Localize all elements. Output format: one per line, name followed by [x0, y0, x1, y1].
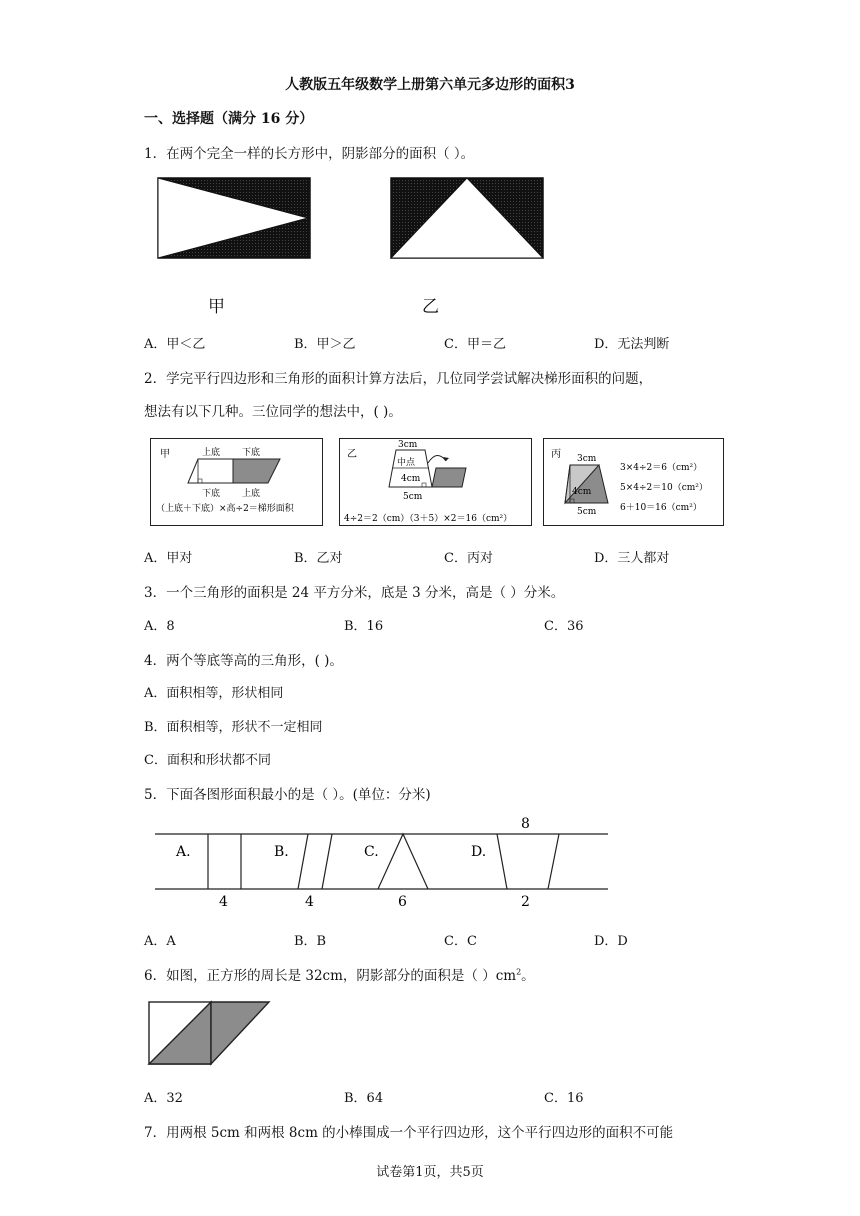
question-7: 7．用两根 5cm 和两根 8cm 的小棒围成一个平行四边形，这个平行四边形的面积不可能: [144, 1125, 674, 1141]
q6-option-b[interactable]: B．64: [344, 1091, 384, 1106]
panel-yi-name: 乙: [347, 449, 357, 460]
q6-option-c[interactable]: C．16: [544, 1091, 584, 1106]
question-4: 4．两个等底等高的三角形，( )。: [144, 653, 343, 669]
panel-yi: [340, 439, 532, 526]
panel-jia-bottom-base: 下底: [242, 448, 261, 458]
question-6-sup: 2: [516, 967, 522, 977]
shape-b: [298, 834, 332, 889]
panel-bing-calc2: 5×4÷2＝10（cm²）: [620, 483, 708, 493]
panel-yi-formula: 4÷2＝2（cm）（3＋5）×2＝16（cm²）: [344, 514, 513, 524]
question-3: 3．一个三角形的面积是 24 平方分米，底是 3 分米，高是（ ）分米。: [144, 585, 565, 601]
q1-option-d[interactable]: D．无法判断: [594, 337, 670, 352]
panel-bing-name: 丙: [551, 449, 561, 460]
section-heading: 一、选择题（满分 16 分）: [144, 111, 314, 127]
panel-jia-name: 甲: [160, 449, 170, 460]
q4-option-a[interactable]: A．面积相等，形状相同: [144, 686, 284, 701]
panel-yi-bottom: 5cm: [403, 492, 423, 502]
panel-bing-height: 4cm: [572, 487, 592, 497]
q6-figure: [147, 1000, 273, 1066]
panel-bing-top: 3cm: [577, 454, 597, 464]
rectangle-jia: [158, 178, 310, 258]
label-jia: 甲: [208, 297, 225, 317]
q2-figures: [150, 437, 726, 529]
panel-jia-top-base: 上底: [202, 448, 221, 458]
page-footer: 试卷第1页，共5页: [376, 1165, 484, 1180]
question-5: 5．下面各图形面积最小的是（ ）。(单位：分米): [144, 787, 431, 803]
shape-d: [497, 834, 559, 889]
q1-figures: [155, 176, 550, 262]
q3-option-c[interactable]: C．36: [544, 619, 584, 634]
shape-d-dim: 2: [521, 894, 530, 910]
panel-bing: [544, 439, 724, 526]
shape-c-label: C.: [364, 844, 379, 860]
shape-c-dim: 6: [398, 894, 407, 910]
q3-option-a[interactable]: A．8: [144, 619, 175, 634]
question-2-line2: 想法有以下几种。三位同学的想法中，( )。: [144, 404, 402, 420]
shape-b-label: B.: [274, 844, 289, 860]
shape-a: [208, 834, 241, 889]
q2-option-d[interactable]: D．三人都对: [594, 551, 670, 566]
question-2-line1: 2．学完平行四边形和三角形的面积计算方法后，几位同学尝试解决梯形面积的问题，: [144, 371, 653, 387]
panel-jia-formula: （上底＋下底）×高÷2＝梯形面积: [156, 504, 294, 514]
shape-d-label: D.: [471, 844, 487, 860]
q2-option-b[interactable]: B．乙对: [294, 551, 343, 566]
q4-option-c[interactable]: C．面积和形状都不同: [144, 753, 271, 768]
rectangle-yi: [391, 178, 543, 258]
shape-b-dim: 4: [305, 894, 314, 910]
q2-option-a[interactable]: A．甲对: [144, 551, 193, 566]
q6-option-a[interactable]: A．32: [144, 1091, 183, 1106]
q5-figure: [150, 812, 612, 912]
panel-bing-calc3: 6＋10＝16（cm²）: [620, 503, 702, 513]
panel-bing-bottom: 5cm: [577, 507, 597, 517]
panel-yi-mid: 中点: [397, 458, 416, 468]
q5-option-b[interactable]: B．B: [294, 934, 327, 949]
panel-bing-calc1: 3×4÷2＝6（cm²）: [620, 463, 703, 473]
shape-a-label: A.: [176, 844, 191, 860]
panel-yi-height: 4cm: [401, 474, 421, 484]
shape-a-dim: 4: [219, 894, 228, 910]
q5-option-c[interactable]: C．C: [444, 934, 477, 949]
q3-option-b[interactable]: B．16: [344, 619, 384, 634]
panel-jia-bottom-base-2: 下底: [202, 489, 221, 499]
page-title: 人教版五年级数学上册第六单元多边形的面积3: [285, 77, 575, 93]
panel-yi-top: 3cm: [398, 440, 418, 450]
panel-jia: [151, 439, 323, 526]
shape-d-top-dim: 8: [521, 816, 530, 832]
question-6-text: 6．如图，正方形的周长是 32cm，阴影部分的面积是（ ）cm: [144, 968, 517, 984]
q5-option-a[interactable]: A．A: [144, 934, 176, 949]
q1-option-c[interactable]: C．甲＝乙: [444, 337, 506, 352]
q5-option-d[interactable]: D．D: [594, 934, 628, 949]
q2-option-c[interactable]: C．丙对: [444, 551, 493, 566]
shape-c: [378, 834, 428, 889]
question-1: 1．在两个完全一样的长方形中，阴影部分的面积（ ）。: [144, 146, 475, 162]
panel-jia-top-base-2: 上底: [242, 489, 261, 499]
label-yi: 乙: [422, 297, 439, 317]
question-6-end: 。: [521, 968, 535, 984]
q1-option-a[interactable]: A．甲＜乙: [144, 337, 206, 352]
q1-option-b[interactable]: B．甲＞乙: [294, 337, 356, 352]
q4-option-b[interactable]: B．面积相等，形状不一定相同: [144, 720, 323, 735]
question-6: [144, 964, 535, 984]
